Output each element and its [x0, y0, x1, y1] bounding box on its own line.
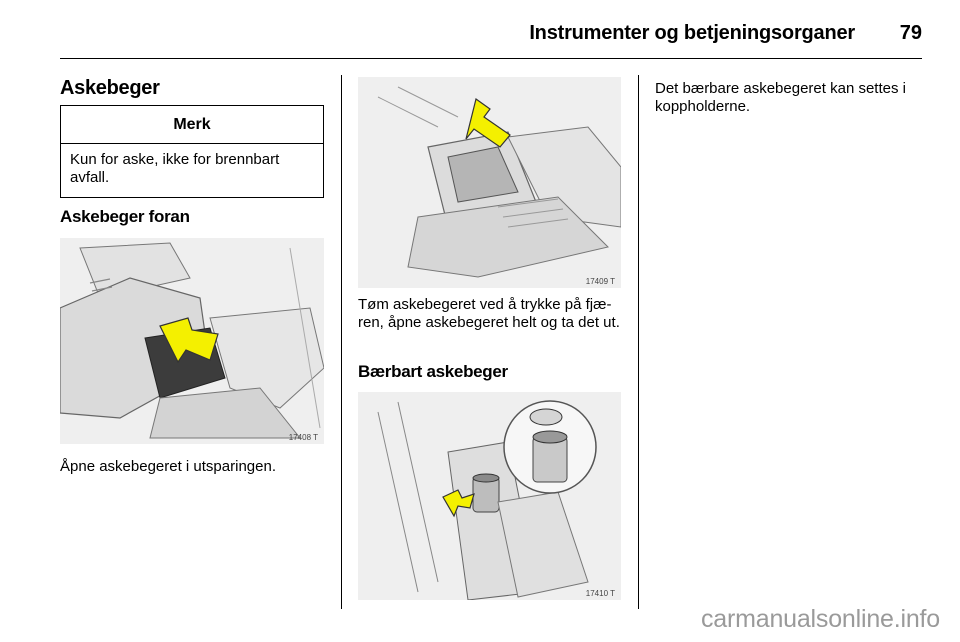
note-box: [60, 105, 324, 198]
column-divider-2: [638, 75, 639, 609]
figure-code-17408: 17408 T: [288, 433, 318, 442]
front-ashtray-illustration: [60, 238, 324, 444]
column-divider-1: [341, 75, 342, 609]
portable-ashtray-illustration: [358, 392, 621, 600]
empty-ashtray-instructions: Tøm askebegeret ved å trykke på fjæ-ren, åpne askebegeret helt og ta det ut.: [358, 296, 620, 331]
figure-code-17409: 17409 T: [585, 277, 615, 286]
figure-code-17410: 17410 T: [585, 589, 615, 598]
note-text: Kun for aske, ikke for brennbart avfall.: [70, 151, 280, 186]
portable-ashtray-text: Det bærbare askebegeret kan settes i koppholderne.: [655, 80, 906, 115]
note-heading: Merk: [61, 106, 323, 144]
portable-ashtray-heading: Bærbart askebeger: [358, 362, 508, 381]
front-ashtray-heading: Askebeger foran: [60, 207, 190, 226]
front-ashtray-caption: Åpne askebegeret i utsparingen.: [60, 458, 276, 475]
watermark: carmanualsonline.info: [700, 605, 940, 633]
header-divider: [60, 58, 922, 59]
page-number: 79: [899, 22, 922, 44]
section-title: Askebeger: [60, 77, 160, 99]
ashtray-empty-illustration: [358, 77, 621, 288]
page-header-title: Instrumenter og betjeningsorganer: [529, 22, 855, 44]
